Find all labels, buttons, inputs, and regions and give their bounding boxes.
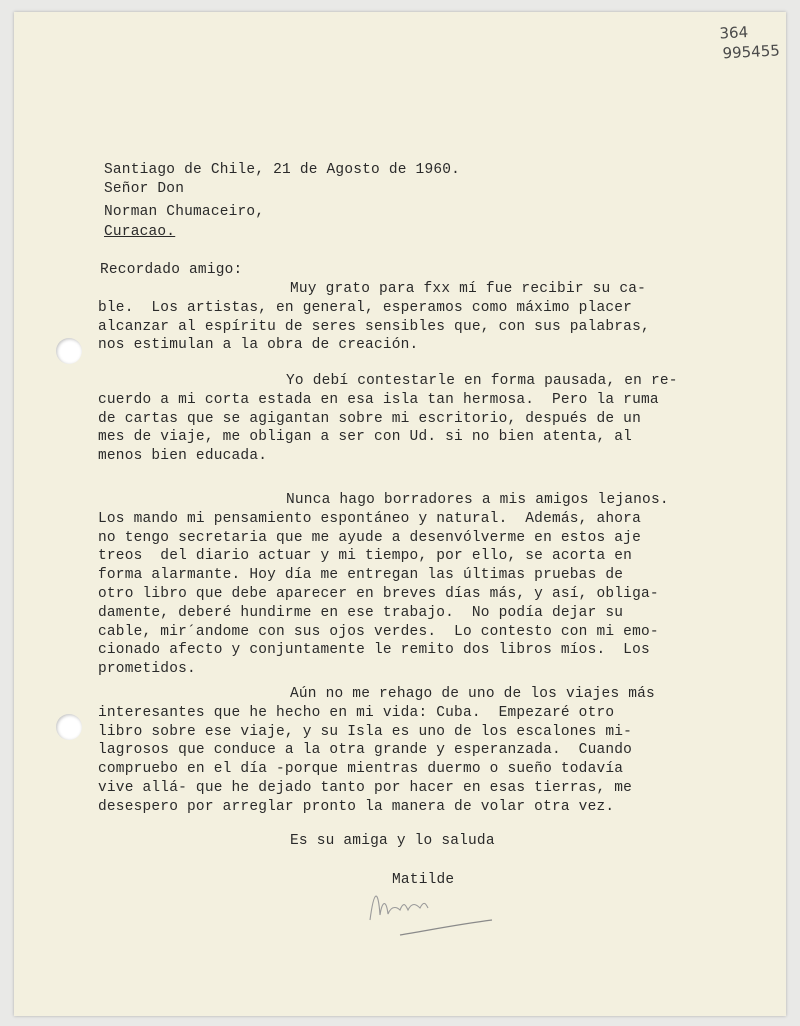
paragraph-line: cable, mir´andome con sus ojos verdes. Lo contesto con mi emo-	[98, 623, 659, 640]
signature-name: Matilde	[392, 872, 455, 888]
paragraph-line: libro sobre ese viaje, y su Isla es uno de los escalones mi-	[98, 723, 633, 740]
paragraph-line: alcanzar al espíritu de seres sensibles que, con sus palabras,	[98, 318, 650, 335]
archive-reference	[719, 20, 780, 63]
paragraph-line: de cartas que se agigantan sobre mi escritorio, después de un	[98, 410, 641, 427]
paragraph-line: mes de viaje, me obligan a ser con Ud. si no bien atenta, al	[98, 429, 633, 446]
paragraph-line: prometidos.	[98, 661, 196, 678]
recipient-line: Curacao.	[104, 224, 176, 240]
archive-reference-line: 995455	[722, 41, 781, 63]
closing-line: Es su amiga y lo saluda	[290, 833, 495, 849]
paragraph-line: desespero por arreglar pronto la manera de volar otra vez.	[98, 798, 615, 815]
paragraph-line: interesantes que he hecho en mi vida: Cuba. Empezaré otro	[98, 704, 615, 721]
paragraph-line: cionado afecto y conjuntamente le remito dos libros míos. Los	[98, 642, 650, 659]
paragraph-line: menos bien educada.	[98, 448, 268, 465]
paragraph-line: Muy grato para fxx mí fue recibir su ca-	[290, 281, 647, 297]
date-line: Santiago de Chile, 21 de Agosto de 1960.	[104, 162, 461, 178]
paragraph-line: Nunca hago borradores a mis amigos lejanos.	[286, 492, 669, 508]
paragraph-line: cuerdo a mi corta estada en esa isla tan hermosa. Pero la ruma	[98, 391, 659, 408]
archive-reference-line: 364	[719, 23, 749, 43]
paragraph-line: lagrosos que conduce a la otra grande y esperanzada. Cuando	[98, 742, 633, 759]
paragraph-line: nos estimulan a la obra de creación.	[98, 337, 419, 354]
paragraph-line: no tengo secretaria que me ayude a desenvólverme en estos aje	[98, 529, 641, 546]
paragraph-line: vive allá- que he dejado tanto por hacer en esas tierras, me	[98, 780, 633, 796]
handwritten-signature	[360, 880, 510, 940]
paragraph-line: Los mando mi pensamiento espontáneo y natural. Además, ahora	[98, 510, 641, 527]
paragraph-line: damente, deberé hundirme en ese trabajo. No podía dejar su	[98, 604, 624, 621]
paragraph-line: Yo debí contestarle en forma pausada, en re-	[286, 373, 678, 389]
recipient-line: Norman Chumaceiro,	[104, 204, 265, 220]
paragraph-line: treos del diario actuar y mi tiempo, por ello, se acorta en	[98, 548, 633, 565]
paragraph-line: forma alarmante. Hoy día me entregan las últimas pruebas de	[98, 567, 624, 584]
paragraph-line: Aún no me rehago de uno de los viajes más	[290, 686, 655, 702]
salutation: Recordado amigo:	[100, 262, 243, 278]
recipient-line: Señor Don	[104, 181, 185, 197]
paragraph-line: compruebo en el día -porque mientras duermo o sueño todavía	[98, 761, 624, 778]
punch-hole-bottom	[56, 714, 82, 740]
paragraph-line: ble. Los artistas, en general, esperamos como máximo placer	[98, 299, 633, 316]
punch-hole-top	[56, 338, 82, 364]
paragraph-line: otro libro que debe aparecer en breves días más, y así, obliga-	[98, 586, 659, 602]
